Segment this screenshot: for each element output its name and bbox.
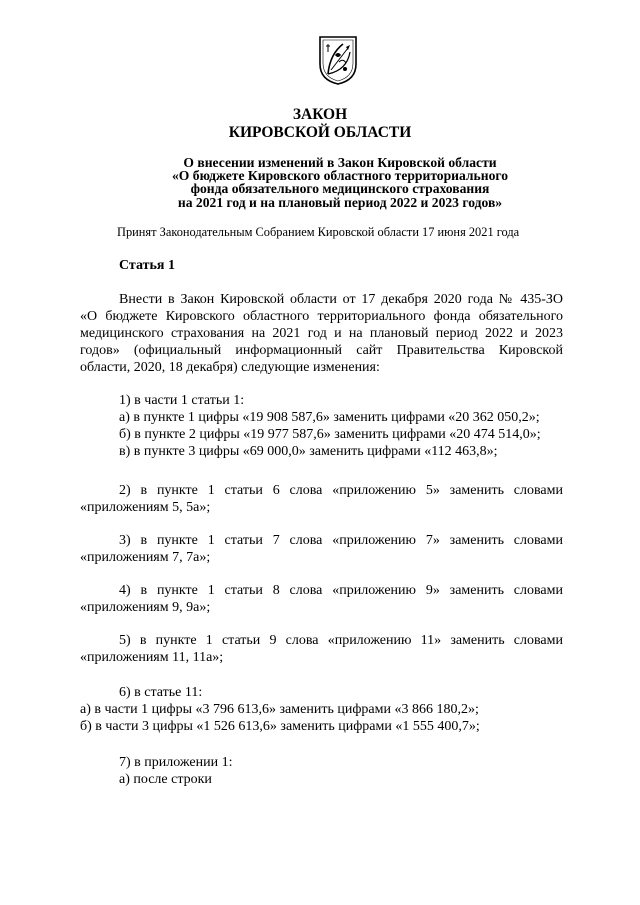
item-6-heading: 6) в статье 11: xyxy=(119,685,203,700)
coat-of-arms-icon xyxy=(317,34,359,86)
subtitle-line: «О бюджете Кировского областного территориального xyxy=(172,168,508,184)
intro-line: Внести в Закон Кировской области от 17 декабря 2020 года № 435-ЗО xyxy=(119,292,563,307)
item-5-line: 5) в пункте 1 статьи 9 слова «приложению 11» заменить словами xyxy=(119,633,563,648)
intro-line: «О бюджете Кировского областного территориального фонда обязательного xyxy=(80,309,563,324)
law-subtitle xyxy=(120,156,560,209)
subtitle-line: на 2021 год и на плановый период 2022 и 2023 годов» xyxy=(177,194,503,210)
region-title: КИРОВСКОЙ ОБЛАСТИ xyxy=(228,124,412,141)
item-2-line: «приложениям 5, 5а»; xyxy=(80,500,211,515)
item-1-subitem-b: б) в пункте 2 цифры «19 977 587,6» заменить цифрами «20 474 514,0»; xyxy=(119,427,541,442)
item-4-line: 4) в пункте 1 статьи 8 слова «приложению 9» заменить словами xyxy=(119,583,563,598)
intro-line: области, 2020, 18 декабря) следующие изменения: xyxy=(80,360,380,375)
item-5-line: «приложениям 11, 11а»; xyxy=(80,650,224,665)
item-1-subitem-c: в) в пункте 3 цифры «69 000,0» заменить цифрами «112 463,8»; xyxy=(119,444,498,459)
item-1-heading: 1) в части 1 статьи 1: xyxy=(119,393,245,408)
article-heading: Статья 1 xyxy=(119,258,175,273)
item-4-line: «приложениям 9, 9а»; xyxy=(80,600,211,615)
item-6-subitem-a: а) в части 1 цифры «3 796 613,6» заменить цифрами «3 866 180,2»; xyxy=(80,702,479,717)
item-6-subitem-b: б) в части 3 цифры «1 526 613,6» заменить цифрами «1 555 400,7»; xyxy=(80,719,480,734)
item-3-line: 3) в пункте 1 статьи 7 слова «приложению 7» заменить словами xyxy=(119,533,563,548)
item-2-line: 2) в пункте 1 статьи 6 слова «приложению 5» заменить словами xyxy=(119,483,563,498)
adoption-note: Принят Законодательным Собранием Кировской области 17 июня 2021 года xyxy=(117,225,520,239)
item-1-subitem-a: а) в пункте 1 цифры «19 908 587,6» заменить цифрами «20 362 050,2»; xyxy=(119,410,540,425)
intro-line: медицинского страхования на 2021 год и на плановый период 2022 и 2023 xyxy=(80,326,563,341)
subtitle-line: О внесении изменений в Закон Кировской области xyxy=(183,155,497,170)
subtitle-line: фонда обязательного медицинского страхования xyxy=(190,181,490,197)
item-7-heading: 7) в приложении 1: xyxy=(119,755,233,770)
item-7-subitem-a: а) после строки xyxy=(119,772,212,787)
intro-line: годов» (официальный информационный сайт Правительства Кировской xyxy=(80,343,563,358)
law-title: ЗАКОН xyxy=(292,106,348,123)
item-3-line: «приложениям 7, 7а»; xyxy=(80,550,211,565)
